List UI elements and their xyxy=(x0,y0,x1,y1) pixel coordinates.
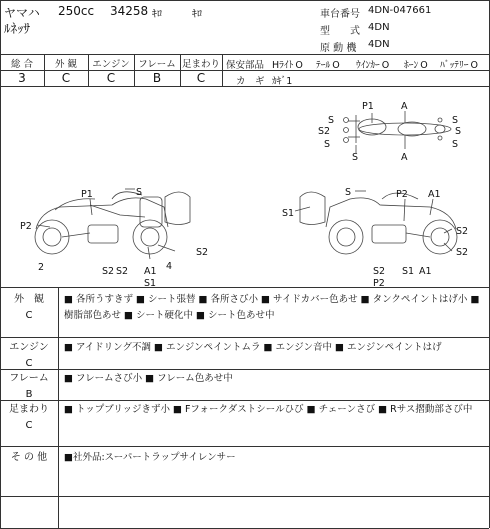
sections-top xyxy=(0,287,489,288)
frame-no-label: 車台番号 xyxy=(320,9,360,20)
diag-left-s2-1: S2 xyxy=(102,266,115,277)
section-frame-label xyxy=(0,371,58,403)
diag-left-2: 2 xyxy=(38,262,45,273)
part-battery-label: ﾊﾞｯﾃﾘｰ xyxy=(440,60,469,71)
part-winker-mark: O xyxy=(381,60,390,71)
grade-header-frame: フレーム xyxy=(138,59,176,70)
bike-right-side xyxy=(300,191,457,254)
diag-left-s1: S1 xyxy=(144,278,157,287)
frame-top xyxy=(0,0,489,1)
section-exterior-label xyxy=(0,292,58,324)
grade-table-top xyxy=(0,54,489,55)
section-sep-5 xyxy=(0,496,489,497)
part-horn xyxy=(404,57,428,71)
diag-left-p1: P1 xyxy=(81,189,93,200)
diag-left-p2: P2 xyxy=(20,221,32,232)
section-engine-grade: C xyxy=(25,358,33,369)
grade-value-frame: B xyxy=(152,71,162,85)
type-value: 4DN xyxy=(368,22,390,33)
diag-right-s: S xyxy=(345,187,352,198)
part-tail-label: ﾃｰﾙ xyxy=(316,60,331,71)
grade-value-suspension: C xyxy=(196,71,206,85)
section-engine-label xyxy=(0,340,58,372)
part-headlight-label: Hﾗｲﾄ xyxy=(272,60,294,71)
section-exterior-title: 外 観 xyxy=(14,294,44,305)
section-other-title: そ の 他 xyxy=(10,452,48,463)
engine-value: 4DN xyxy=(368,39,390,50)
section-other-label xyxy=(0,450,58,466)
part-horn-mark: O xyxy=(420,60,428,71)
mileage-unit: ｷﾛ xyxy=(152,9,162,20)
grade-header-suspension: 足まわり xyxy=(181,59,220,70)
section-suspension-text: ■ トップブリッジきず小 ■ Fフォークダストシールひび ■ チェーンさび ■ Rサス摺動部さび中 xyxy=(64,404,473,415)
bike-left-side xyxy=(35,189,190,254)
bike-top-view xyxy=(344,115,452,143)
section-frame-grade: B xyxy=(25,389,33,400)
section-exterior-text: ■ 各所うすきず ■ シート張替 ■ 各所さび小 ■ サイドカバー色あせ ■ タンクペイントはげ小 ■ 樹脂部色あせ ■ シート硬化中 ■ シート色あせ中 xyxy=(64,294,480,321)
diag-top-a1: A xyxy=(401,101,408,112)
part-battery xyxy=(440,57,478,71)
diag-right-p2: P2 xyxy=(396,189,408,200)
part-horn-label: ﾎｰﾝ xyxy=(404,60,419,71)
diag-top-p1: P1 xyxy=(362,101,374,112)
diag-right-s1: S1 xyxy=(282,208,295,219)
section-suspension-grade: C xyxy=(25,420,33,431)
section-engine-text: ■ アイドリング不調 ■ エンジンペイントムラ ■ エンジン音中 ■ エンジンペイントはげ xyxy=(64,342,442,353)
diag-top-s-5: S xyxy=(455,126,462,137)
grade-value-engine: C xyxy=(106,71,116,85)
diag-left-s2-2: S2 xyxy=(116,266,129,277)
section-sep-3 xyxy=(0,400,489,401)
grade-header-engine: エンジン xyxy=(92,59,130,70)
diag-left-4: 4 xyxy=(166,261,173,272)
diag-top-s-3: S xyxy=(352,152,359,163)
diag-right-p2-2: P2 xyxy=(373,278,385,287)
grade-value-exterior: C xyxy=(61,71,71,85)
maker: ヤマハ xyxy=(4,6,40,20)
section-suspension-title: 足まわり xyxy=(9,404,49,415)
diag-top-s-4: S xyxy=(452,115,459,126)
model-name: ﾙﾈｯｻ xyxy=(4,22,30,37)
section-frame-title: フレーム xyxy=(9,373,49,384)
section-exterior-grade: C xyxy=(25,310,33,321)
part-headlight-mark: O xyxy=(295,60,303,71)
part-winker-label: ｳｲﾝｶｰ xyxy=(356,60,380,71)
diag-right-a1-2: A1 xyxy=(419,266,432,277)
diag-left-a1: A1 xyxy=(144,266,157,277)
key-value: ｶｷﾞ1 xyxy=(272,76,293,87)
type-label: 型 式 xyxy=(320,26,360,37)
part-tail-mark: O xyxy=(332,60,340,71)
section-frame-text: ■ フレームさび小 ■ フレーム色あせ中 xyxy=(64,373,233,384)
grade-value-total: 3 xyxy=(18,71,26,85)
diag-right-s1-2: S1 xyxy=(402,266,415,277)
sections-col-sep xyxy=(58,287,59,528)
section-engine-title: エンジン xyxy=(9,342,49,353)
displacement: 250cc xyxy=(58,4,95,18)
unit-label: ｷﾛ xyxy=(192,9,202,20)
grade-header-total: 総 合 xyxy=(10,59,34,70)
grade-col-sep-5 xyxy=(222,54,223,86)
engine-label: 原 動 機 xyxy=(320,43,357,54)
diag-right-s2-3: S2 xyxy=(373,266,386,277)
diag-right-s2-2: S2 xyxy=(456,247,469,258)
diag-right-a1: A1 xyxy=(428,189,441,200)
diag-right-s2-1: S2 xyxy=(456,226,469,237)
section-other-text: ■社外品:スーパートラップサイレンサー xyxy=(64,452,236,463)
diag-top-s-6: S xyxy=(452,139,459,150)
mileage: 34258 xyxy=(110,4,149,18)
diag-left-s: S xyxy=(136,187,143,198)
diag-top-s-1: S xyxy=(328,115,335,126)
section-suspension-label xyxy=(0,402,58,434)
diag-top-a2: A xyxy=(401,152,408,163)
diag-top-s2: S2 xyxy=(318,126,331,137)
damage-diagram xyxy=(0,87,490,287)
section-sep-4 xyxy=(0,446,489,447)
section-sep-1 xyxy=(0,337,489,338)
part-tail xyxy=(316,57,340,71)
part-winker xyxy=(356,57,389,71)
frame-no: 4DN-047661 xyxy=(368,5,432,16)
key-label: カ ギ xyxy=(236,76,265,87)
parts-title: 保安部品 xyxy=(226,60,265,71)
diag-left-s2-3: S2 xyxy=(196,247,209,258)
part-headlight xyxy=(272,57,303,71)
section-sep-2 xyxy=(0,369,489,370)
part-battery-mark: O xyxy=(470,60,478,71)
diag-top-s-2: S xyxy=(324,139,331,150)
grade-header-exterior: 外 観 xyxy=(54,59,78,70)
